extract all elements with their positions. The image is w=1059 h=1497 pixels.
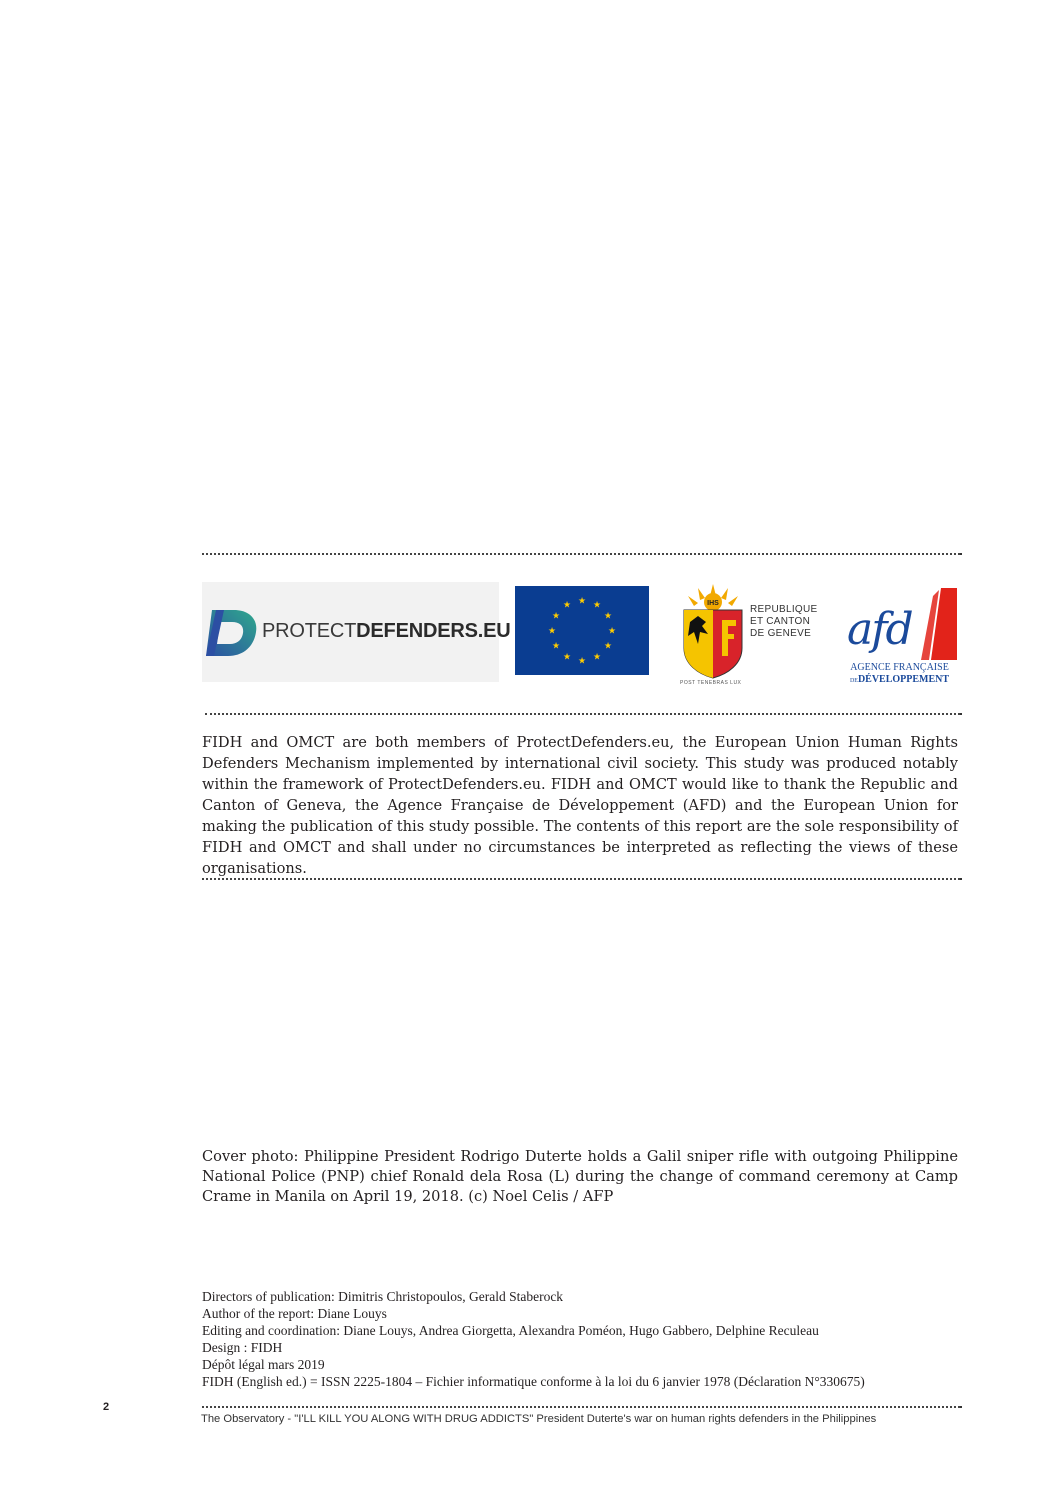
eu-star-icon: ★ bbox=[551, 611, 561, 622]
afd-line-1: AGENCE FRANÇAISE bbox=[850, 662, 949, 673]
geneve-line-2: ET CANTON bbox=[750, 616, 811, 627]
credit-line: Directors of publication: Dimitris Christopoulos, Gerald Staberock bbox=[202, 1289, 564, 1304]
cover-photo-caption: Cover photo: Philippine President Rodrigo Duterte holds a Galil sniper rifle with outgoing Philippine National Police (PNP) chief Ronald dela Rosa (L) during the change of command ceremony at Camp Crame in Manila on April 19, 2018. (c) Noel Celis / AFP bbox=[202, 1148, 958, 1205]
eu-star-icon: ★ bbox=[551, 641, 561, 652]
credit-line: Design : FIDH bbox=[202, 1340, 283, 1355]
eu-stars-circle bbox=[515, 586, 649, 675]
credit-line: Author of the report: Diane Louys bbox=[202, 1306, 387, 1321]
publication-credits bbox=[202, 1288, 962, 1390]
afd-line-2: DEDÉVELOPPEMENT bbox=[849, 674, 950, 685]
geneve-logo bbox=[676, 582, 821, 690]
protectdefenders-logo bbox=[202, 582, 511, 682]
bottom-dotted-rule bbox=[202, 878, 960, 880]
eu-star-icon: ★ bbox=[562, 600, 572, 611]
eu-star-icon: ★ bbox=[603, 641, 613, 652]
credit-line: Editing and coordination: Diane Louys, Andrea Giorgetta, Alexandra Poméon, Hugo Gabbero, Delphine Reculeau bbox=[202, 1323, 819, 1338]
page-number: 2 bbox=[103, 1401, 110, 1413]
eu-star-icon: ★ bbox=[577, 656, 587, 667]
credit-line: FIDH (English ed.) = ISSN 2225-1804 – Fichier informatique conforme à la loi du 6 janvier 1978 (Déclaration N°330675) bbox=[202, 1374, 865, 1389]
middle-dotted-rule bbox=[205, 713, 960, 715]
footer-dotted-rule bbox=[202, 1406, 960, 1408]
top-dotted-rule bbox=[202, 553, 960, 555]
svg-text:IHS: IHS bbox=[707, 600, 719, 607]
geneve-line-3: DE GENEVE bbox=[750, 628, 812, 639]
acknowledgement-paragraph: FIDH and OMCT are both members of ProtectDefenders.eu, the European Union Human Rights Defenders Mechanism implemented by international civil society. This study was produced notably within the framework of ProtectDefenders.eu. FIDH and OMCT would like to thank the Republic and Canton of Geneva, the Agence Française de Développement (AFD) and the European Union for making the publication of this study possible. The contents of this report are the sole responsibility of FIDH and OMCT and shall under no circumstances be interpreted as reflecting the views of these organisations. bbox=[202, 734, 958, 877]
protectdefenders-d-icon bbox=[204, 604, 260, 660]
protectdefenders-wordmark: PROTECTDEFENDERS.EU bbox=[262, 620, 511, 642]
afd-logo bbox=[841, 586, 958, 686]
geneve-wordmark bbox=[750, 604, 817, 640]
afd-wordmark: afd bbox=[847, 604, 912, 655]
eu-star-icon: ★ bbox=[592, 600, 602, 611]
eu-star-icon: ★ bbox=[577, 596, 587, 607]
eu-star-icon: ★ bbox=[607, 626, 617, 637]
partner-logos bbox=[202, 582, 960, 690]
geneve-motto: POST TENEBRAS LUX bbox=[680, 680, 742, 686]
eu-star-icon: ★ bbox=[592, 652, 602, 663]
eu-star-icon: ★ bbox=[603, 611, 613, 622]
eu-star-icon: ★ bbox=[547, 626, 557, 637]
geneve-line-1: REPUBLIQUE bbox=[750, 604, 818, 615]
eu-star-icon: ★ bbox=[562, 652, 572, 663]
credit-line: Dépôt légal mars 2019 bbox=[202, 1357, 325, 1372]
eu-flag-logo bbox=[515, 586, 649, 675]
geneve-coat-of-arms-icon bbox=[678, 582, 748, 682]
running-footer: The Observatory - "I'LL KILL YOU ALONG WITH DRUG ADDICTS" President Duterte's war on human rights defenders in the Philippines bbox=[201, 1413, 877, 1425]
